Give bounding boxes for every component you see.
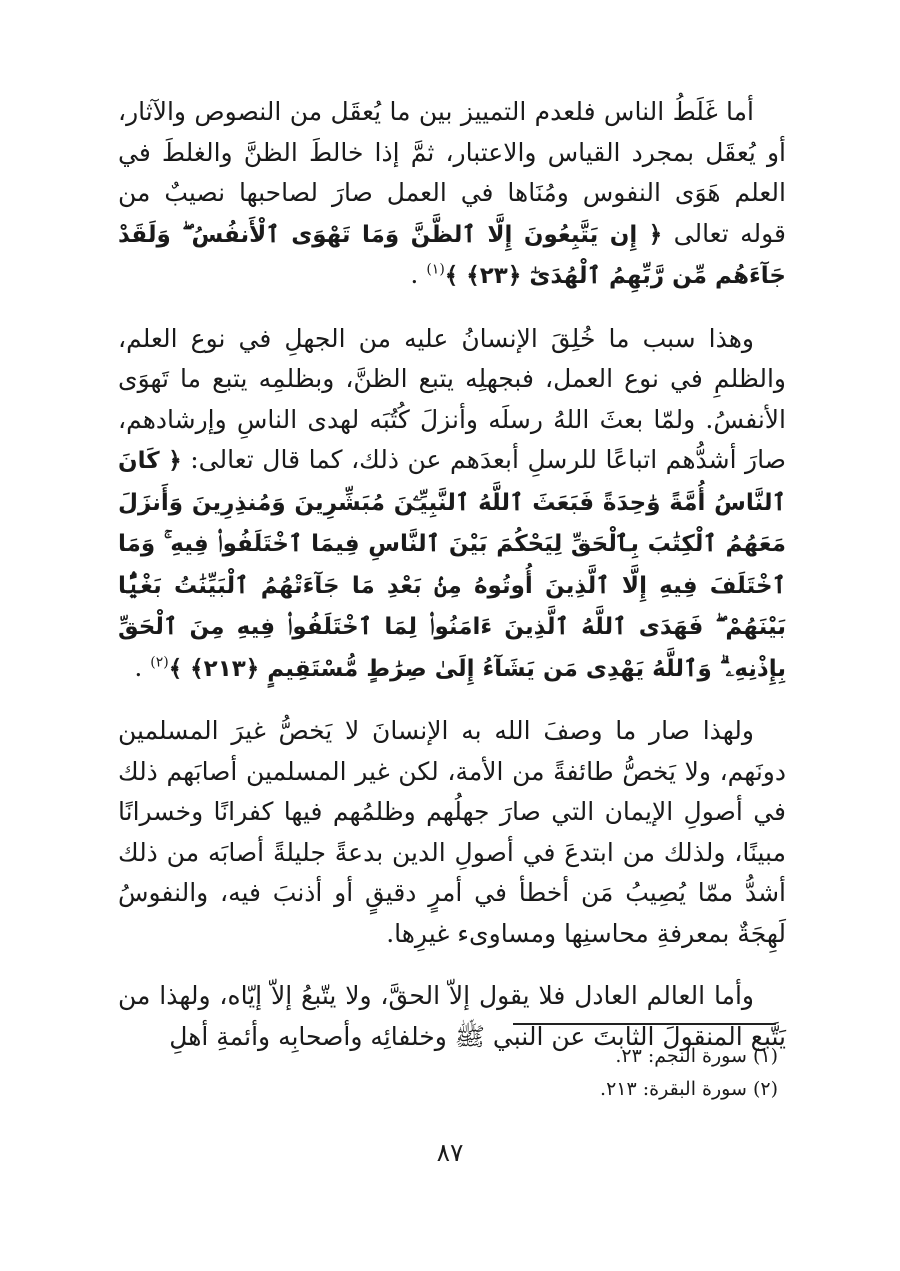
paragraph-1-end: . bbox=[410, 260, 427, 289]
page-number: ٨٧ bbox=[436, 1138, 464, 1167]
paragraph-1-text: أما غَلَطُ الناس فلعدم التمييز بين ما يُعقَل من النصوص والآثار، أو يُعقَل بمجرد القياس والاعتبار، ثمَّ إذا خالطَ الظنَّ والغلطَ في العلم هَوَى النفوس ومُنَاها في العمل صارَ لصاحبها نصيبٌ من قوله تعالى bbox=[118, 97, 786, 248]
paragraph-4-text: وأما العالم العادل فلا يقول إلاّ الحقَّ، ولا يتّبعُ إلاّ إيّاه، ولهذا من يَتَّبع المنقولَ الثابتَ عن النبي ﷺ وخلفائِه وأصحابِه وأئمةِ أهلِ bbox=[118, 981, 786, 1051]
footnote-marker-2: (٢) bbox=[150, 654, 169, 671]
paragraph-2-text: وهذا سبب ما خُلِقَ الإنسانُ عليه من الجهلِ في نوع العلم، والظلمِ في نوع العمل، فبجهلِه يتبع الظنَّ، وبظلمِه يتبع ما تَهوَى الأنفسُ. ولمّا بعثَ اللهُ رسلَه وأنزلَ كُتُبَه لهدى الناسِ وإرشادهم، صارَ أشدُّهم اتباعًا للرسلِ أبعدَهم عن ذلك، كما قال تعالى: bbox=[118, 323, 786, 474]
quran-verse-najm-23: ﴿ إِن يَتَّبِعُونَ إِلَّا ٱلظَّنَّ وَمَا تَهْوَى ٱلْأَنفُسُ ۖ وَلَقَدْ جَآءَهُم مِّن رَّبِّهِمُ ٱلْهُدَىٰٓ ﴿٢٣﴾ ﴾ bbox=[118, 221, 786, 289]
footnote-separator bbox=[513, 1023, 776, 1025]
footnote-marker-1: (١) bbox=[426, 261, 445, 278]
quran-verse-baqarah-213: ﴿ كَانَ ٱلنَّاسُ أُمَّةً وَٰحِدَةً فَبَعَثَ ٱللَّهُ ٱلنَّبِيِّـۧنَ مُبَشِّرِينَ وَمُنذِرِينَ وَأَنزَلَ مَعَهُمُ ٱلْكِتَٰبَ بِٱلْحَقِّ لِيَحْكُمَ بَيْنَ ٱلنَّاسِ فِيمَا ٱخْتَلَفُوا۟ فِيهِ ۚ وَمَا ٱخْتَلَفَ فِيهِ إِلَّا ٱلَّذِينَ أُوتُوهُ مِنۢ بَعْدِ مَا جَآءَتْهُمُ ٱلْبَيِّنَٰتُ بَغْيًۢا بَيْنَهُمْ ۖ فَهَدَى ٱللَّهُ ٱلَّذِينَ ءَامَنُوا۟ لِمَا ٱخْتَلَفُوا۟ فِيهِ مِنَ ٱلْحَقِّ بِإِذْنِهِۦ ۗ وَٱللَّهُ يَهْدِى مَن يَشَآءُ إِلَىٰ صِرَٰطٍ مُّسْتَقِيمٍ ﴿٢١٣﴾ ﴾ bbox=[118, 448, 786, 682]
paragraph-2 bbox=[118, 319, 786, 690]
paragraph-2-end: . bbox=[134, 652, 151, 682]
paragraph-3 bbox=[118, 711, 786, 954]
footnote-1: (١) سورة النجم: ٢٣. bbox=[615, 1045, 778, 1067]
page-body bbox=[118, 92, 786, 1079]
footnotes bbox=[378, 1040, 778, 1106]
footnote-2: (٢) سورة البقرة: ٢١٣. bbox=[600, 1078, 778, 1100]
paragraph-3-text: ولهذا صار ما وصفَ الله به الإنسانَ لا يَخصُّ غيرَ المسلمين دونَهم، ولا يَخصُّ طائفةً من الأمة، لكن غير المسلمين أصابَهم ذلك في أصولِ الإيمان التي صارَ جهلُهم وظلمُهم فيها كفرانًا وخسرانًا مبينًا، ولذلك من ابتدعَ في أصولِ الدين بدعةً جليلةً أصابَه من ذلك أشدُّ ممّا يُصِيبُ مَن أخطأ في أمرٍ دقيقٍ أو أذنبَ فيه، والنفوسُ لَهِجَةٌ بمعرفةِ محاسنِها ومساوىء غيرِها. bbox=[118, 716, 786, 948]
paragraph-1 bbox=[118, 92, 786, 297]
